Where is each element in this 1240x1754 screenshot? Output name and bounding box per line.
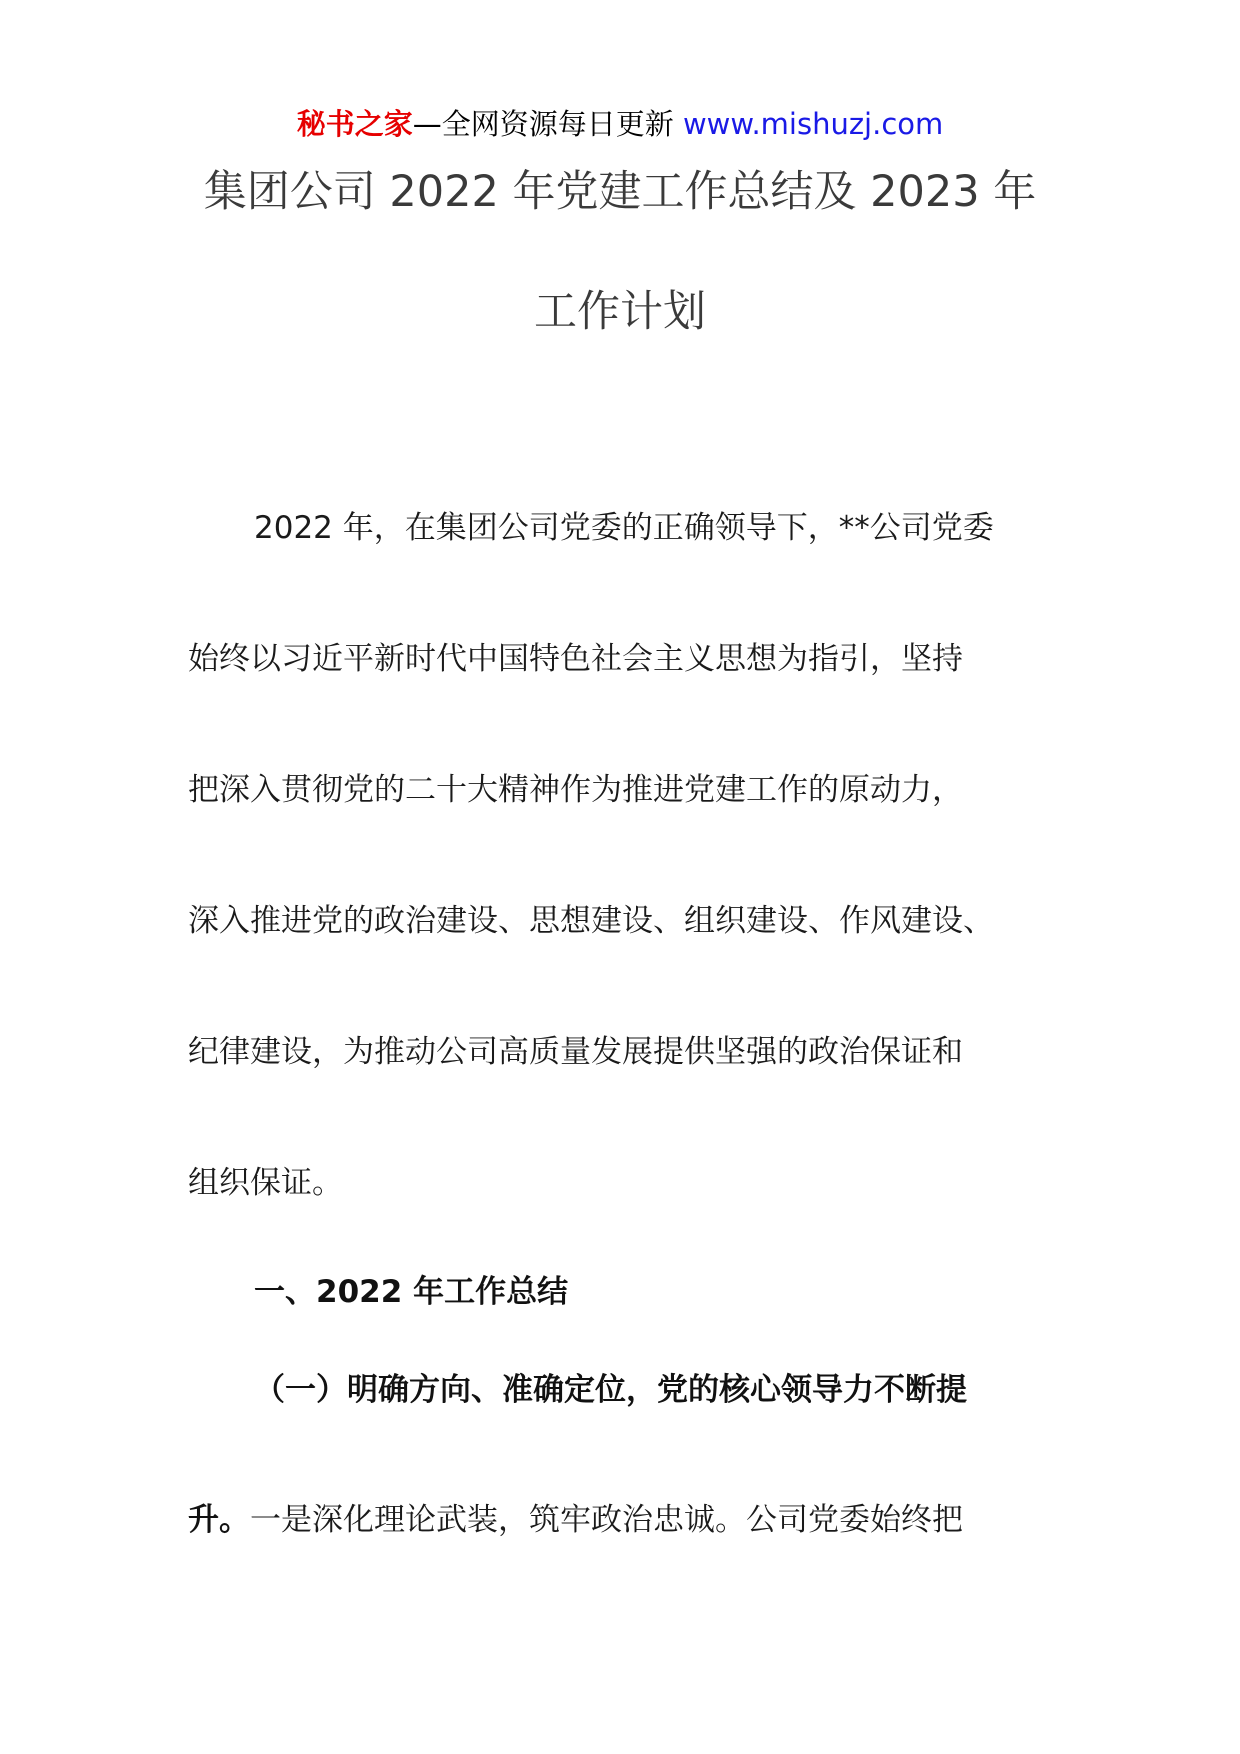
- paragraph-line: 把深入贯彻党的二十大精神作为推进党建工作的原动力，: [188, 772, 963, 808]
- paragraph-line: 组织保证。: [188, 1165, 343, 1201]
- paragraph-line: 始终以习近平新时代中国特色社会主义思想为指引，坚持: [188, 641, 963, 677]
- banner-brand: 秘书之家: [296, 107, 413, 141]
- document-title-line-1: 集团公司 2022 年党建工作总结及 2023 年: [203, 167, 1037, 217]
- section-heading: 一、2022 年工作总结: [254, 1274, 569, 1310]
- site-banner: [0, 104, 1240, 144]
- paragraph-line: 深入推进党的政治建设、思想建设、组织建设、作风建设、: [188, 903, 994, 939]
- paragraph-line: 纪律建设，为推动公司高质量发展提供坚强的政治保证和: [188, 1034, 963, 1070]
- subsection-heading: （一）明确方向、准确定位，党的核心领导力不断提: [254, 1372, 967, 1408]
- paragraph-line: 2022 年，在集团公司党委的正确领导下，**公司党委: [254, 510, 994, 546]
- document-title-line-2: 工作计划: [534, 287, 706, 337]
- banner-url-link[interactable]: www.mishuzj.com: [682, 107, 944, 141]
- banner-tagline: —全网资源每日更新: [412, 107, 683, 141]
- subsection-heading-end: 升。: [188, 1502, 250, 1538]
- paragraph-text: 一是深化理论武装，筑牢政治忠诚。公司党委始终把: [250, 1502, 963, 1538]
- paragraph-line-mixed: [188, 1498, 963, 1542]
